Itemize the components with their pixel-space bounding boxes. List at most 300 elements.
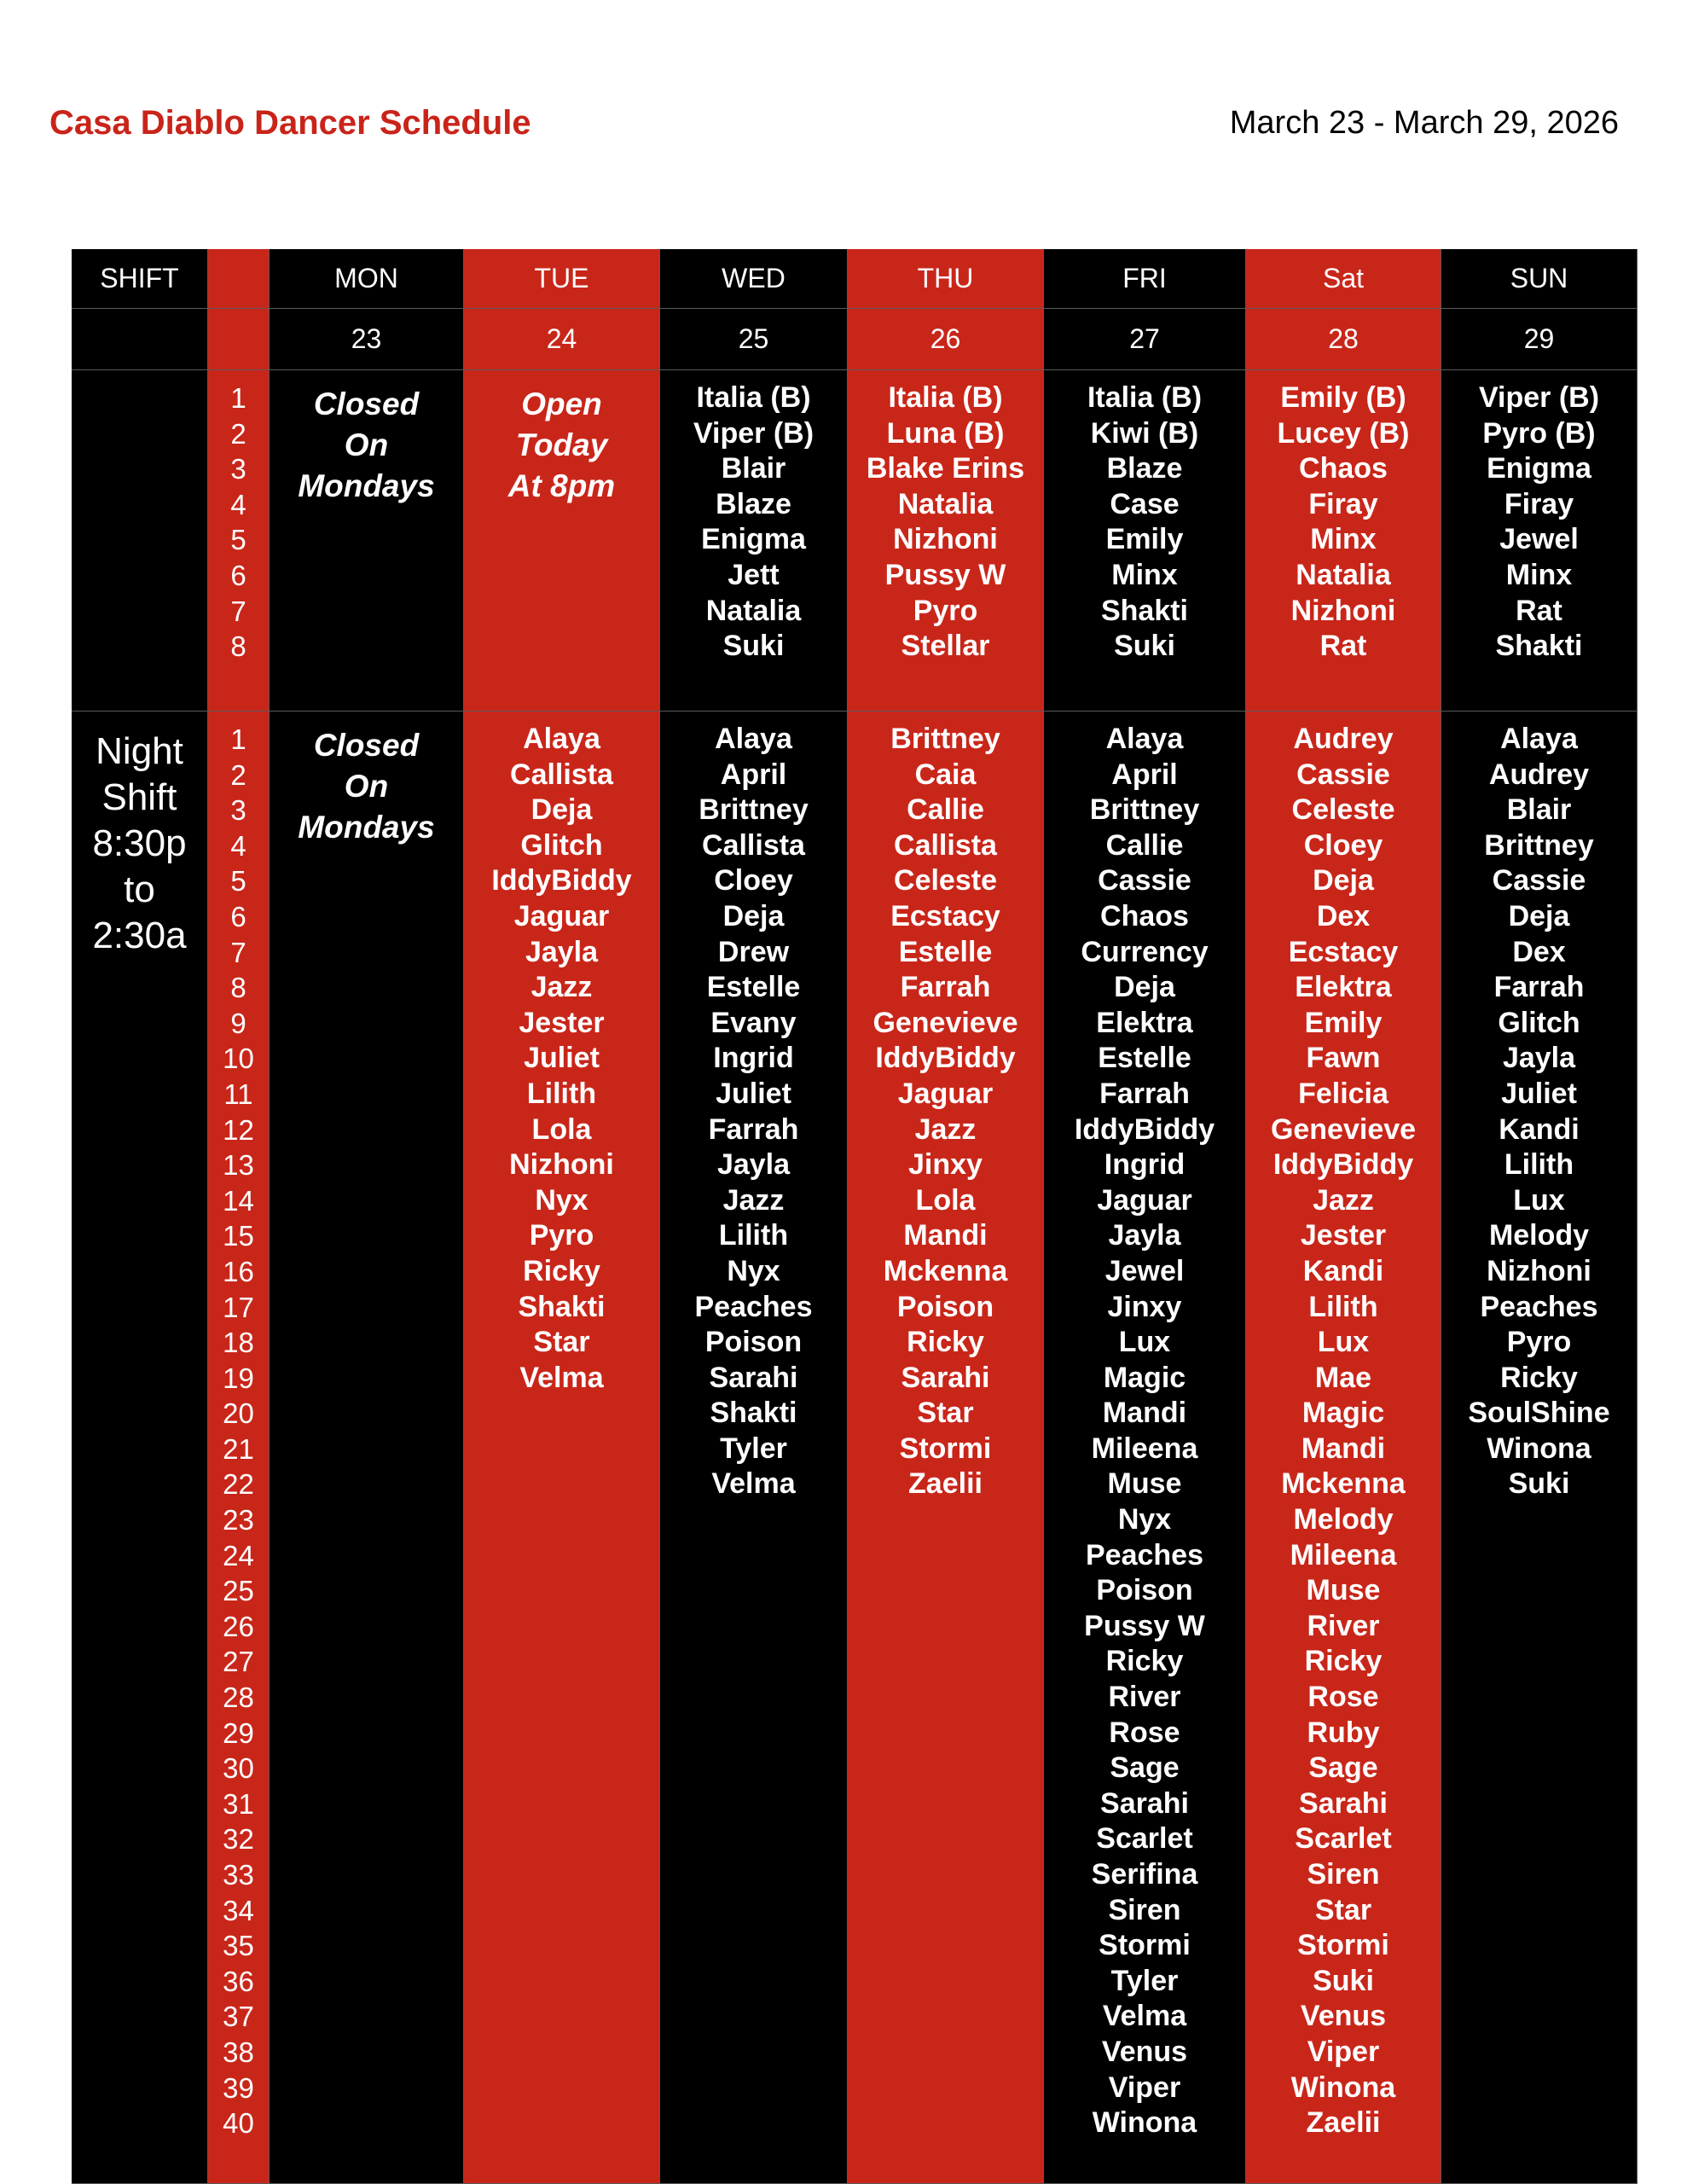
list-item: 10 xyxy=(223,1043,254,1075)
day-header-tue: TUE xyxy=(464,249,660,309)
list-item: IddyBiddy xyxy=(1272,1148,1414,1182)
list-item: Celeste xyxy=(1291,793,1395,827)
list-item: 4 xyxy=(230,829,246,862)
list-item: Night xyxy=(96,730,183,772)
list-item: 6 xyxy=(230,559,246,591)
list-item: 30 xyxy=(223,1752,254,1785)
list-item: Ricky xyxy=(907,1326,984,1359)
list-item: Deja xyxy=(722,899,785,932)
list-item: Emily xyxy=(1105,523,1184,556)
list-item: Stellar xyxy=(901,630,990,663)
list-item: 19 xyxy=(223,1362,254,1394)
list-item: Sarahi xyxy=(1299,1786,1388,1820)
list-item: Nyx xyxy=(535,1183,588,1217)
list-item: IddyBiddy xyxy=(1074,1112,1215,1146)
list-item: Kandi xyxy=(1499,1112,1580,1146)
list-item: Rose xyxy=(1109,1716,1180,1749)
day-header-mon: MON xyxy=(270,249,464,309)
list-item: 37 xyxy=(223,2001,254,2033)
list-item: Scarlet xyxy=(1295,1822,1392,1856)
list-item: April xyxy=(720,758,787,791)
day-shift-wed-roster xyxy=(660,370,848,712)
list-item: Pussy W xyxy=(884,558,1006,591)
day-shift-mon-note xyxy=(270,370,464,712)
list-item: Lilith xyxy=(526,1077,597,1110)
list-item: Sage xyxy=(1110,1751,1180,1785)
list-item: Emily xyxy=(1304,1006,1383,1039)
list-item: Serifina xyxy=(1091,1858,1198,1891)
list-item: Poison xyxy=(1096,1574,1193,1607)
list-item: 3 xyxy=(230,453,246,485)
list-item: Mandi xyxy=(1102,1397,1187,1430)
list-item: Magic xyxy=(1301,1397,1385,1430)
list-item: Elektra xyxy=(1096,1006,1193,1039)
list-item: Closed xyxy=(313,728,420,763)
list-item: Mckenna xyxy=(1281,1467,1406,1501)
list-item: Drew xyxy=(717,935,790,968)
list-item: Jinxy xyxy=(908,1148,983,1182)
list-item: Star xyxy=(917,1397,974,1430)
list-item: Brittney xyxy=(699,793,809,827)
list-item: Venus xyxy=(1300,2000,1387,2033)
list-item: Jinxy xyxy=(1107,1290,1182,1323)
list-item: Ricky xyxy=(523,1254,600,1287)
list-item: Genevieve xyxy=(872,1006,1018,1039)
list-item: Dex xyxy=(1316,899,1371,932)
list-item: 7 xyxy=(230,595,246,627)
list-item: Caia xyxy=(914,758,977,791)
list-item: 2 xyxy=(230,758,246,791)
list-item: Blake Erins xyxy=(866,452,1025,485)
list-item: Shakti xyxy=(710,1397,797,1430)
list-item: Jester xyxy=(1300,1219,1387,1252)
list-item: 11 xyxy=(223,1077,253,1110)
list-item: Farrah xyxy=(1493,971,1585,1004)
list-item: Suki xyxy=(1313,1964,1374,1997)
list-item: Ruby xyxy=(1307,1716,1380,1749)
list-item: Shakti xyxy=(1100,594,1189,627)
list-item: At 8pm xyxy=(507,468,616,503)
list-item: 15 xyxy=(223,1220,254,1252)
list-item: Sarahi xyxy=(1100,1786,1189,1820)
night-shift-thu-roster xyxy=(848,712,1044,2184)
list-item: Rat xyxy=(1319,630,1367,663)
night-shift-wed-roster xyxy=(660,712,848,2184)
list-item: Lucey (B) xyxy=(1277,416,1410,450)
day-header-thu: THU xyxy=(848,249,1044,309)
list-item: Mandi xyxy=(1301,1432,1386,1465)
list-item: Jayla xyxy=(1108,1219,1181,1252)
list-item: Suki xyxy=(1508,1467,1570,1501)
list-item: 31 xyxy=(223,1787,254,1820)
list-item: Audrey xyxy=(1488,758,1590,791)
list-item: Sage xyxy=(1308,1751,1378,1785)
night-shift-sun-roster xyxy=(1441,712,1638,2184)
list-item: Blaze xyxy=(716,487,791,520)
list-item: Tyler xyxy=(720,1432,787,1465)
list-item: Glitch xyxy=(1498,1006,1580,1039)
list-item: Callista xyxy=(702,828,805,862)
list-item: 2:30a xyxy=(92,915,187,956)
list-item: Stormi xyxy=(1297,1929,1389,1962)
list-item: Evany xyxy=(710,1006,797,1039)
list-item: On xyxy=(344,769,389,804)
list-item: Minx xyxy=(1111,558,1178,591)
list-item: Estelle xyxy=(1098,1042,1191,1075)
date-wed: 25 xyxy=(660,309,848,370)
list-item: 6 xyxy=(230,900,246,932)
list-item: Brittney xyxy=(890,723,1000,755)
list-item: Alaya xyxy=(523,723,600,755)
list-item: Zaelii xyxy=(908,1467,983,1501)
list-item: Velma xyxy=(519,1361,604,1394)
list-item: Melody xyxy=(1488,1219,1590,1252)
list-item: Lux xyxy=(1317,1326,1370,1359)
list-item: Shakti xyxy=(1495,630,1583,663)
schedule-table xyxy=(72,249,1638,2184)
list-item: Viper (B) xyxy=(1478,381,1600,414)
list-item: Ingrid xyxy=(713,1042,794,1075)
list-item: Mondays xyxy=(298,468,435,503)
date-sun: 29 xyxy=(1441,309,1638,370)
date-sat: 28 xyxy=(1246,309,1441,370)
day-shift-sat-roster xyxy=(1246,370,1441,712)
list-item: Luna (B) xyxy=(886,416,1005,450)
list-item: Cassie xyxy=(1098,864,1191,897)
list-item: Callista xyxy=(510,758,613,791)
night-shift-fri-roster xyxy=(1044,712,1246,2184)
day-shift-tue-note xyxy=(464,370,660,712)
day-shift-thu-roster xyxy=(848,370,1044,712)
night-shift-slot-numbers xyxy=(208,712,270,2184)
list-item: 32 xyxy=(223,1823,254,1856)
list-item: Dex xyxy=(1512,935,1566,968)
list-item: River xyxy=(1307,1609,1380,1642)
list-item: Suki xyxy=(1114,630,1175,663)
list-item: Juliet xyxy=(1501,1077,1577,1110)
list-item: Zaelii xyxy=(1306,2106,1381,2140)
list-item: Velma xyxy=(1102,2000,1187,2033)
list-item: Pyro (B) xyxy=(1482,416,1596,450)
list-item: 13 xyxy=(223,1149,254,1182)
list-item: 8:30p xyxy=(92,822,187,864)
list-item: Chaos xyxy=(1100,899,1189,932)
list-item: 22 xyxy=(223,1468,254,1501)
list-item: Italia (B) xyxy=(1087,381,1203,414)
list-item: Lilith xyxy=(1504,1148,1574,1182)
list-item: Viper xyxy=(1307,2035,1380,2068)
list-item: Minx xyxy=(1310,523,1377,556)
list-item: Tyler xyxy=(1110,1964,1179,1997)
list-item: Chaos xyxy=(1299,452,1388,485)
list-item: Farrah xyxy=(708,1112,799,1146)
list-item: Star xyxy=(1314,1893,1372,1926)
list-item: 3 xyxy=(230,794,246,827)
list-item: Pyro xyxy=(529,1219,594,1252)
list-item: 14 xyxy=(223,1184,254,1217)
list-item: Farrah xyxy=(900,971,991,1004)
list-item: Pyro xyxy=(913,594,978,627)
list-item: 5 xyxy=(230,865,246,897)
list-item: Peaches xyxy=(1480,1290,1598,1323)
list-item: 4 xyxy=(230,488,246,520)
list-item: Nizhoni xyxy=(509,1148,614,1182)
list-item: 27 xyxy=(223,1646,254,1678)
list-item: 1 xyxy=(230,382,246,414)
night-shift-label xyxy=(72,712,208,2184)
list-item: Callie xyxy=(1105,828,1184,862)
day-header-sat: Sat xyxy=(1246,249,1441,309)
list-item: Natalia xyxy=(897,487,994,520)
list-item: 38 xyxy=(223,2036,254,2068)
list-item: Minx xyxy=(1505,558,1573,591)
list-item: 40 xyxy=(223,2107,254,2140)
list-item: Elektra xyxy=(1295,971,1392,1004)
list-item: Winona xyxy=(1487,1432,1591,1465)
list-item: Nizhoni xyxy=(1487,1254,1591,1287)
list-item: Muse xyxy=(1107,1467,1182,1501)
list-item: 25 xyxy=(223,1575,254,1607)
day-header-wed: WED xyxy=(660,249,848,309)
list-item: Callista xyxy=(894,828,997,862)
list-item: Jaguar xyxy=(1097,1183,1192,1217)
list-item: Kandi xyxy=(1302,1254,1384,1287)
list-item: Firay xyxy=(1308,487,1378,520)
slot-date-blank xyxy=(208,309,270,370)
list-item: Scarlet xyxy=(1096,1822,1193,1856)
list-item: Cloey xyxy=(714,864,793,897)
list-item: IddyBiddy xyxy=(491,864,632,897)
list-item: Currency xyxy=(1081,935,1209,968)
list-item: Peaches xyxy=(1086,1538,1203,1571)
list-item: Alaya xyxy=(715,723,792,755)
list-item: River xyxy=(1108,1681,1181,1714)
list-item: Open xyxy=(521,386,602,421)
list-item: Jazz xyxy=(530,971,593,1004)
list-item: Mandi xyxy=(903,1219,988,1252)
list-item: Lux xyxy=(1118,1326,1171,1359)
list-item: Enigma xyxy=(1487,452,1591,485)
list-item: Audrey xyxy=(1293,723,1394,755)
night-shift-sat-roster xyxy=(1246,712,1441,2184)
list-item: Deja xyxy=(1313,864,1374,897)
list-item: Stormi xyxy=(1099,1929,1191,1962)
list-item: Poison xyxy=(896,1290,994,1323)
list-item: Nizhoni xyxy=(893,523,998,556)
list-item: Jazz xyxy=(722,1183,785,1217)
list-item: Sarahi xyxy=(709,1361,798,1394)
list-item: Deja xyxy=(530,793,593,827)
list-item: Jazz xyxy=(1313,1183,1374,1217)
list-item: Closed xyxy=(313,386,420,421)
list-item: Velma xyxy=(711,1467,796,1501)
list-item: Estelle xyxy=(898,935,993,968)
list-item: Magic xyxy=(1103,1361,1186,1394)
list-item: 20 xyxy=(223,1397,254,1430)
day-header-fri: FRI xyxy=(1044,249,1246,309)
day-header-sun: SUN xyxy=(1441,249,1638,309)
shift-date-blank xyxy=(72,309,208,370)
list-item: Deja xyxy=(1114,971,1175,1004)
list-item: Jewel xyxy=(1104,1254,1185,1287)
list-item: Suki xyxy=(722,630,785,663)
list-item: Cloey xyxy=(1303,828,1383,862)
list-item: Shift xyxy=(101,776,177,818)
list-item: Sarahi xyxy=(901,1361,990,1394)
day-shift-slot-numbers xyxy=(208,370,270,712)
list-item: Mondays xyxy=(298,810,435,845)
list-item: Today xyxy=(515,427,608,462)
list-item: 34 xyxy=(223,1894,254,1926)
list-item: Winona xyxy=(1290,2071,1396,2104)
day-shift-fri-roster xyxy=(1044,370,1246,712)
list-item: Poison xyxy=(704,1326,803,1359)
list-item: Jaguar xyxy=(897,1077,994,1110)
list-item: Jester xyxy=(519,1006,605,1039)
list-item: to xyxy=(124,868,155,910)
date-fri: 27 xyxy=(1044,309,1246,370)
list-item: Viper xyxy=(1108,2071,1181,2104)
list-item: Nyx xyxy=(727,1254,780,1287)
list-item: Peaches xyxy=(694,1290,813,1323)
list-item: Rat xyxy=(1516,594,1562,627)
list-item: Jayla xyxy=(716,1148,791,1182)
list-item: 18 xyxy=(223,1327,254,1359)
list-item: 39 xyxy=(223,2071,254,2104)
list-item: Ingrid xyxy=(1104,1148,1186,1182)
list-item: Kiwi (B) xyxy=(1090,416,1199,450)
list-item: 26 xyxy=(223,1610,254,1642)
list-item: On xyxy=(344,427,389,462)
date-thu: 26 xyxy=(848,309,1044,370)
list-item: Case xyxy=(1110,487,1180,520)
list-item: Nizhoni xyxy=(1290,594,1396,627)
list-item: 5 xyxy=(230,524,246,556)
list-item: Mileena xyxy=(1290,1538,1397,1571)
list-item: Winona xyxy=(1092,2106,1197,2140)
list-item: Pyro xyxy=(1506,1326,1572,1359)
list-item: Lola xyxy=(531,1112,592,1146)
list-item: Celeste xyxy=(894,864,997,897)
day-shift-label xyxy=(72,370,208,712)
list-item: IddyBiddy xyxy=(875,1042,1016,1075)
list-item: Jayla xyxy=(1502,1042,1576,1075)
list-item: Siren xyxy=(1108,1893,1181,1926)
list-item: Cassie xyxy=(1492,864,1586,897)
list-item: Lilith xyxy=(718,1219,789,1252)
list-item: 29 xyxy=(223,1716,254,1749)
list-item: 9 xyxy=(230,1007,246,1039)
list-item: Felicia xyxy=(1298,1077,1388,1110)
list-item: Jaguar xyxy=(513,899,610,932)
list-item: 24 xyxy=(223,1539,254,1571)
date-tue: 24 xyxy=(464,309,660,370)
day-shift-sun-roster xyxy=(1441,370,1638,712)
list-item: Jayla xyxy=(525,935,599,968)
list-item: April xyxy=(1111,758,1178,791)
list-item: Pussy W xyxy=(1084,1609,1205,1642)
night-shift-mon-note xyxy=(270,712,464,2184)
list-item: Lux xyxy=(1513,1183,1565,1217)
list-item: Stormi xyxy=(899,1432,992,1465)
list-item: 7 xyxy=(230,936,246,968)
list-item: Natalia xyxy=(705,594,802,627)
list-item: Siren xyxy=(1307,1858,1380,1891)
date-range: March 23 - March 29, 2026 xyxy=(1229,105,1619,141)
list-item: 35 xyxy=(223,1930,254,1962)
list-item: Blair xyxy=(1506,793,1572,827)
list-item: 12 xyxy=(223,1113,254,1146)
list-item: 33 xyxy=(223,1859,254,1891)
list-item: Venus xyxy=(1101,2035,1188,2068)
list-item: Ricky xyxy=(1500,1361,1578,1394)
list-item: Deja xyxy=(1508,899,1570,932)
list-item: 28 xyxy=(223,1682,254,1714)
list-item: Ricky xyxy=(1304,1645,1383,1678)
slot-header xyxy=(208,249,270,309)
list-item: Lola xyxy=(915,1183,976,1217)
list-item: Enigma xyxy=(701,523,806,556)
night-shift-tue-roster xyxy=(464,712,660,2184)
list-item: Blaze xyxy=(1106,452,1183,485)
list-item: 16 xyxy=(223,1255,254,1287)
list-item: Blair xyxy=(721,452,786,485)
list-item: Cassie xyxy=(1296,758,1390,791)
list-item: Fawn xyxy=(1306,1042,1381,1075)
list-item: Callie xyxy=(907,793,984,827)
list-item: Viper (B) xyxy=(693,416,815,450)
list-item: 2 xyxy=(230,417,246,450)
list-item: Ecstacy xyxy=(890,899,1000,932)
list-item: Star xyxy=(533,1326,590,1359)
list-item: Natalia xyxy=(1296,558,1391,591)
shift-header: SHIFT xyxy=(72,249,208,309)
list-item: SoulShine xyxy=(1468,1397,1610,1430)
list-item: 8 xyxy=(230,972,246,1004)
list-item: Jett xyxy=(728,558,780,591)
list-item: Mileena xyxy=(1091,1432,1198,1465)
list-item: Farrah xyxy=(1099,1077,1190,1110)
list-item: Glitch xyxy=(520,828,603,862)
list-item: 1 xyxy=(230,723,246,755)
date-mon: 23 xyxy=(270,309,464,370)
list-item: Italia (B) xyxy=(696,381,811,414)
list-item: Ricky xyxy=(1105,1645,1184,1678)
list-item: Shakti xyxy=(518,1290,606,1323)
list-item: Emily (B) xyxy=(1280,381,1406,414)
list-item: Rose xyxy=(1307,1681,1379,1714)
list-item: Ecstacy xyxy=(1288,935,1399,968)
list-item: Brittney xyxy=(1484,828,1594,862)
list-item: Italia (B) xyxy=(888,381,1003,414)
list-item: Mae xyxy=(1314,1361,1372,1394)
list-item: Firay xyxy=(1504,487,1574,520)
list-item: 21 xyxy=(223,1432,254,1465)
schedule-title: Casa Diablo Dancer Schedule xyxy=(49,104,531,142)
list-item: Nyx xyxy=(1117,1503,1172,1536)
list-item: Jewel xyxy=(1499,523,1579,556)
list-item: Juliet xyxy=(716,1077,791,1110)
list-item: Alaya xyxy=(1500,723,1578,755)
list-item: Alaya xyxy=(1105,723,1184,755)
list-item: Mckenna xyxy=(883,1254,1008,1287)
list-item: Melody xyxy=(1293,1503,1394,1536)
list-item: Jazz xyxy=(914,1112,977,1146)
list-item: Estelle xyxy=(706,971,801,1004)
list-item: 17 xyxy=(223,1291,254,1323)
list-item: 36 xyxy=(223,1965,254,1997)
list-item: Genevieve xyxy=(1270,1112,1417,1146)
